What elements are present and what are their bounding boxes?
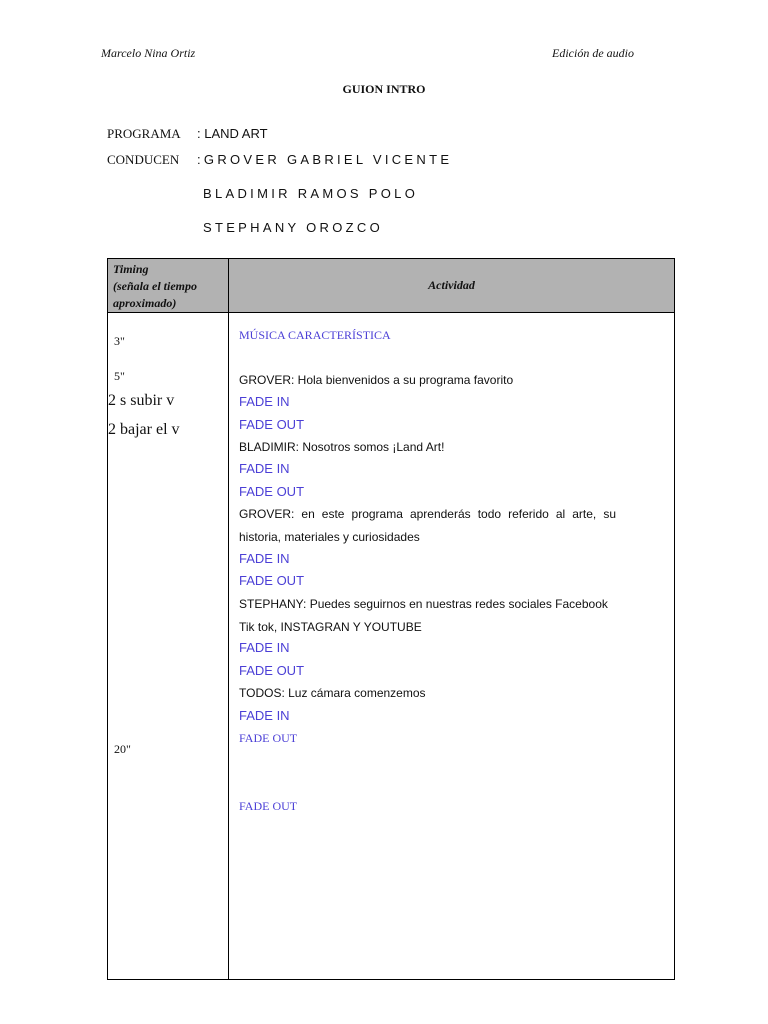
fade-out-cue: FADE OUT bbox=[239, 417, 305, 432]
hosts-label: CONDUCEN bbox=[107, 152, 180, 167]
document-title: GUION INTRO bbox=[342, 82, 426, 96]
activity-cell bbox=[229, 313, 675, 980]
timing-raise-volume: 2 s subir v bbox=[108, 392, 175, 409]
line-grover-program: GROVER: en este programa aprenderás todo referido al arte, su historia, materiales y curiosidades bbox=[239, 507, 616, 544]
activity-header: Actividad bbox=[428, 278, 475, 292]
host-bladimir: BLADIMIR RAMOS POLO bbox=[203, 186, 419, 201]
fade-out-cue: FADE OUT bbox=[239, 484, 305, 499]
script-table bbox=[107, 258, 675, 980]
fade-in-cue: FADE IN bbox=[239, 640, 290, 655]
fade-out-cue: FADE OUT bbox=[239, 731, 298, 745]
table-header-row bbox=[108, 259, 675, 313]
timing-20s: 20" bbox=[114, 742, 131, 756]
line-stephany: STEPHANY: Puedes seguirnos en nuestras redes sociales Facebook Tik tok, INSTAGRAN Y YOUTUBE bbox=[239, 597, 608, 634]
program-value: : LAND ART bbox=[197, 126, 268, 141]
fade-out-cue: FADE OUT bbox=[239, 573, 305, 588]
table-body-row bbox=[108, 313, 675, 980]
line-bladimir: BLADIMIR: Nosotros somos ¡Land Art! bbox=[239, 440, 445, 454]
activity-header-cell bbox=[229, 259, 675, 313]
fade-out-cue: FADE OUT bbox=[239, 663, 305, 678]
timing-header-line: aproximado) bbox=[113, 296, 177, 310]
program-label: PROGRAMA bbox=[107, 126, 181, 141]
header-course: Edición de audio bbox=[552, 46, 634, 60]
timing-cell bbox=[108, 313, 229, 980]
fade-in-cue: FADE IN bbox=[239, 551, 290, 566]
fade-in-cue: FADE IN bbox=[239, 708, 290, 723]
fade-out-cue: FADE OUT bbox=[239, 799, 298, 813]
line-todos: TODOS: Luz cámara comenzemos bbox=[239, 686, 426, 700]
timing-lower-volume: 2 bajar el v bbox=[108, 421, 180, 438]
fade-in-cue: FADE IN bbox=[239, 394, 290, 409]
timing-header-line: (señala el tiempo bbox=[113, 279, 197, 293]
header-author: Marcelo Nina Ortiz bbox=[101, 46, 196, 60]
timing-5s: 5" bbox=[114, 369, 125, 383]
music-cue: MÚSICA CARACTERÍSTICA bbox=[239, 328, 391, 342]
timing-header-cell bbox=[108, 259, 229, 313]
host-grover: :GROVER GABRIEL VICENTE bbox=[197, 152, 453, 167]
timing-3s: 3" bbox=[114, 334, 125, 348]
line-grover-welcome: GROVER: Hola bienvenidos a su programa favorito bbox=[239, 373, 514, 387]
fade-in-cue: FADE IN bbox=[239, 461, 290, 476]
host-stephany: STEPHANY OROZCO bbox=[203, 220, 384, 235]
timing-header-line: Timing bbox=[113, 262, 149, 276]
